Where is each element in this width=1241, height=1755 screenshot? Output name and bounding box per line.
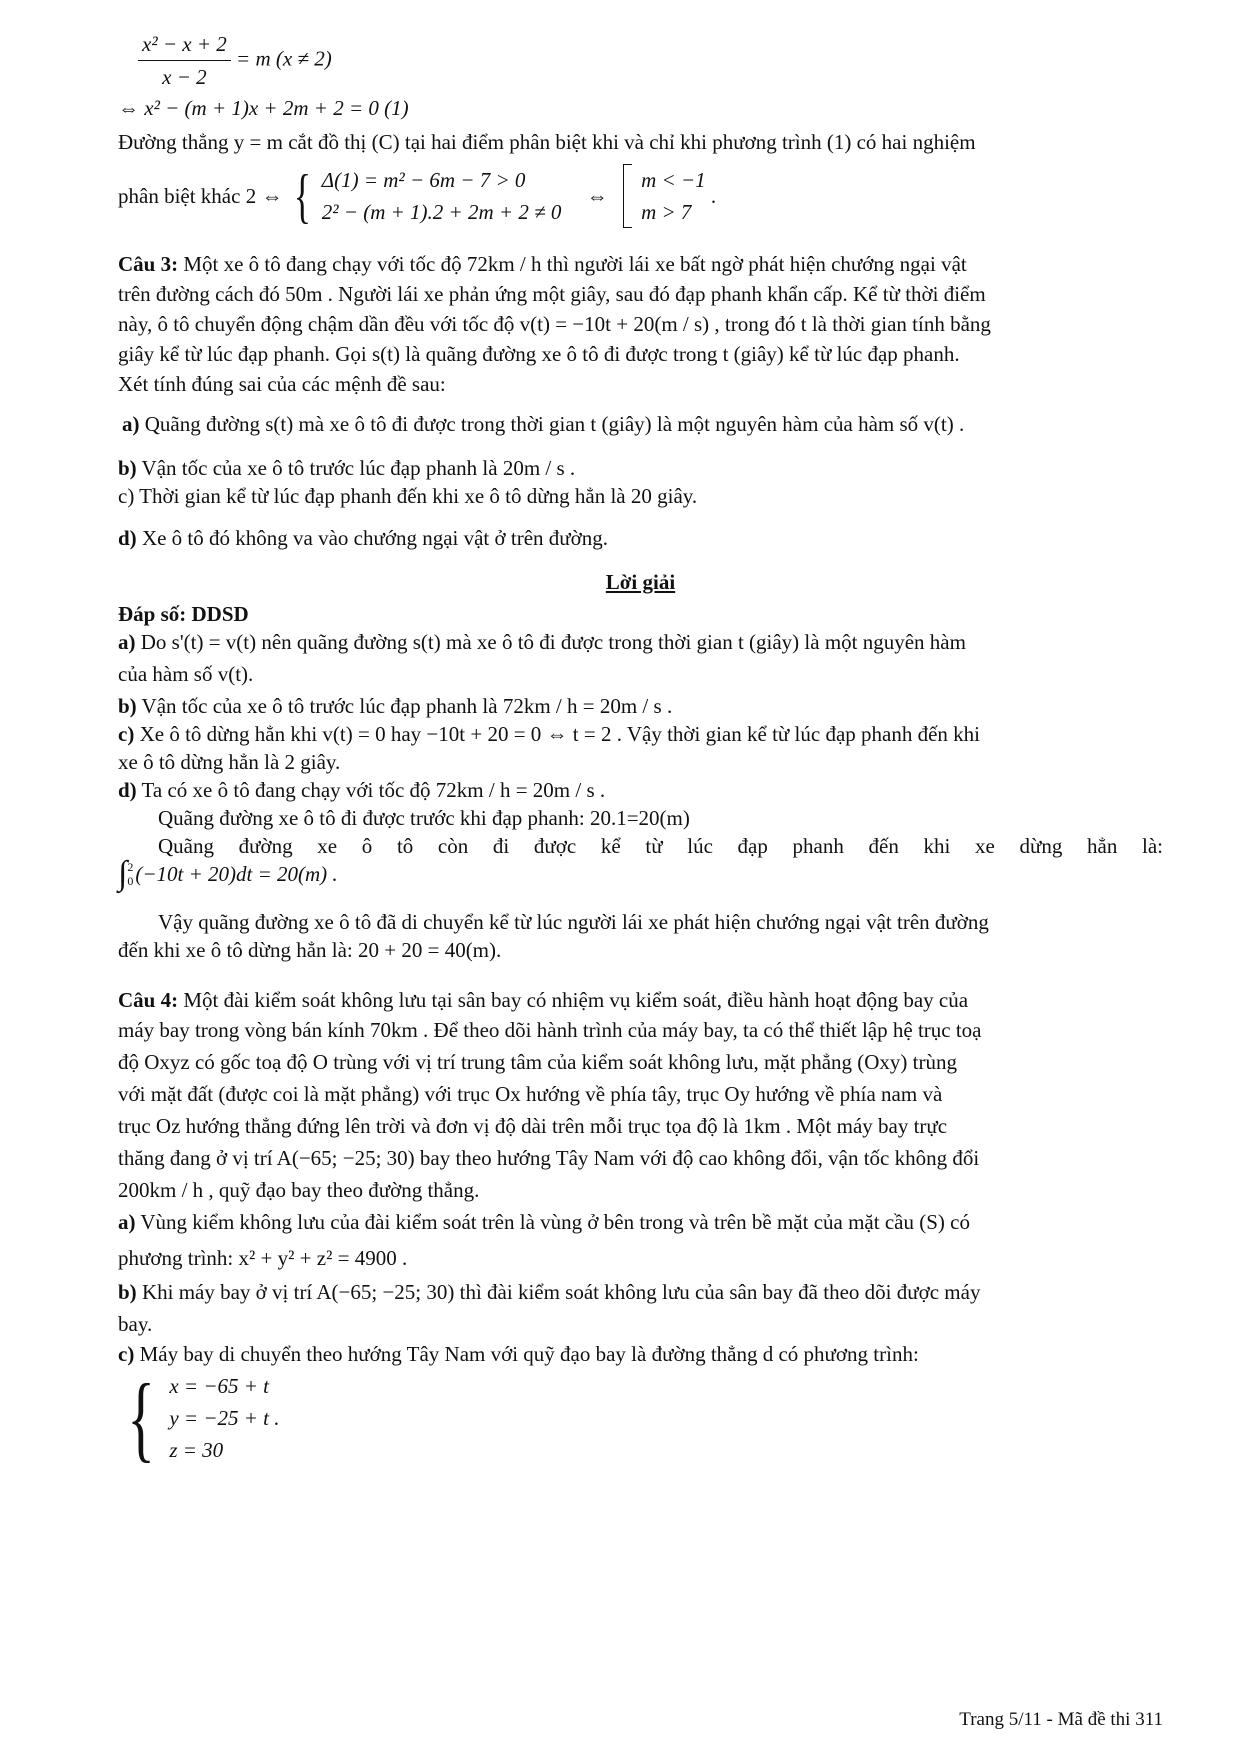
lg-d-line-5: Vậy quãng đường xe ô tô đã di chuyển kể từ lúc người lái xe phát hiện chướng ngại vật trên đường: [158, 910, 989, 934]
cau3-b-text: Vận tốc của xe ô tô trước lúc đạp phanh là 20m / s .: [136, 456, 576, 480]
lg-a-text: Do s'(t) = v(t) nên quãng đường s(t) mà xe ô tô đi được trong thời gian t (giây) là một nguyên hàm: [135, 630, 966, 654]
cau4-c-text: Máy bay di chuyển theo hướng Tây Nam với quỹ đạo bay là đường thẳng d có phương trình:: [134, 1342, 919, 1366]
cau4-c-label: c): [118, 1342, 135, 1366]
cau4-line-5: trục Oz hướng thẳng đứng lên trời và đơn vị độ dài trên mỗi trục tọa độ là 1km . Một máy bay trực: [118, 1114, 948, 1138]
cau4-b-text: Khi máy bay ở vị trí A(−65; −25; 30) thì đài kiểm soát không lưu của sân bay đã theo dõi được máy: [136, 1280, 981, 1304]
cau3-line-4: giây kể từ lúc đạp phanh. Gọi s(t) là quãng đường xe ô tô đi được trong t (giây) kể từ lúc đạp phanh.: [118, 342, 960, 366]
integral-lower: 0: [127, 874, 134, 889]
lg-c-line-1: [118, 720, 1163, 748]
left-brace: {: [293, 163, 311, 229]
lg-c-line-2: xe ô tô dừng hẳn là 2 giây.: [118, 750, 341, 774]
integral-limits: [127, 860, 133, 888]
cau4-system-block: [169, 1370, 279, 1466]
lg-b-label: b): [118, 694, 137, 718]
lg-d-line-2: Quãng đường xe ô tô đi được trước khi đạp phanh: 20.1=20(m): [158, 806, 690, 830]
cau4-label: Câu 4:: [118, 988, 179, 1012]
cau3-b-label: b): [118, 456, 137, 480]
cau4-b-label: b): [118, 1280, 137, 1304]
system-line-1: Δ(1) = m² − 6m − 7 > 0: [321, 168, 526, 192]
fraction-denominator: x − 2: [162, 65, 207, 89]
page-footer: Trang 5/11 - Mã đề thi 311: [959, 1709, 1163, 1730]
lg-d-line-6: đến khi xe ô tô dừng hẳn là: 20 + 20 = 40(m).: [118, 938, 502, 962]
cau3-a-text: Quãng đường s(t) mà xe ô tô đi được trong thời gian t (giây) là một nguyên hàm của hàm số v(t) .: [139, 412, 965, 436]
cau4-text-1: Một đài kiểm soát không lưu tại sân bay có nhiệm vụ kiểm soát, điều hành hoạt động bay của: [178, 988, 969, 1012]
line-duong-thang: Đường thẳng y = m cắt đồ thị (C) tại hai điểm phân biệt khi và chỉ khi phương trình (1) có hai nghiệm: [118, 130, 976, 154]
cau4-line-2: máy bay trong vòng bán kính 70km . Để theo dõi hành trình của máy bay, ta có thể thiết lập hệ trục toạ: [118, 1018, 982, 1042]
lg-c-label: c): [118, 722, 135, 746]
cau4-c-line-1: [118, 1340, 1163, 1368]
lg-d-line-3: Quãng đường xe ô tô còn đi được kể từ lúc đạp phanh đến khi xe dừng hẳn là:: [158, 834, 1163, 858]
cau4-line-7: 200km / h , quỹ đạo bay theo đường thẳng.: [118, 1178, 480, 1202]
cau3-option-a: [122, 410, 1167, 438]
cau3-text-1: Một xe ô tô đang chạy với tốc độ 72km / h thì người lái xe bất ngờ phát hiện chướng ngại vật: [178, 252, 967, 276]
cau4-system-y: y = −25 + t .: [169, 1406, 280, 1430]
integral-sign: ∫: [118, 855, 128, 893]
fraction-equation: [118, 30, 1163, 90]
equiv-sign: ⇔: [586, 184, 608, 208]
fraction-numerator: x² − x + 2: [138, 30, 231, 61]
lg-b-line: [118, 692, 1163, 720]
loigiai-title: Lời giải: [605, 570, 676, 594]
cau3-line-2: trên đường cách đó 50m . Người lái xe phản ứng một giây, sau đó đạp phanh khẩn cấp. Kể từ thời điểm: [118, 282, 986, 306]
cau4-line-6: thăng đang ở vị trí A(−65; −25; 30) bay theo hướng Tây Nam với độ cao không đổi, vận tốc không đổi: [118, 1146, 980, 1170]
square-bracket: [623, 164, 632, 228]
lg-c-text: Xe ô tô dừng hẳn khi v(t) = 0 hay −10t + 20 = 0 ⇔ t = 2 . Vậy thời gian kể từ lúc đạp phanh đến khi: [134, 722, 980, 746]
condition-system: [118, 164, 1163, 240]
dapso: Đáp số: DDSD: [118, 602, 249, 626]
cau4-system: [118, 1364, 1163, 1480]
cau4-line-3: độ Oxyz có gốc toạ độ O trùng với vị trí trung tâm của kiểm soát không lưu, mặt phẳng (Oxy) trùng: [118, 1050, 957, 1074]
fraction: [138, 30, 231, 91]
lg-a-line-1: [118, 628, 1163, 656]
cau4-a-line-2: phương trình: x² + y² + z² = 4900 .: [118, 1246, 408, 1270]
cau3-d-text: Xe ô tô đó không va vào chướng ngại vật ở trên đường.: [136, 526, 609, 550]
cau3-line-1: [118, 250, 1163, 278]
lg-d-line-1: [118, 776, 1163, 804]
cau3-option-b: [118, 454, 1163, 482]
lg-a-line-2: của hàm số v(t).: [118, 662, 254, 686]
cau4-a-line-1: [118, 1208, 1163, 1236]
phan-biet-prefix: phân biệt khác 2 ⇔: [118, 184, 283, 208]
lg-d-text: Ta có xe ô tô đang chạy với tốc độ 72km / h = 20m / s .: [136, 778, 606, 802]
result-end: .: [710, 184, 717, 208]
system-block: [322, 164, 562, 228]
lg-d-label: d): [118, 778, 137, 802]
cau4-a-text: Vùng kiểm không lưu của đài kiểm soát trên là vùng ở bên trong và trên bề mặt của mặt cầu (S) có: [135, 1210, 970, 1234]
lg-b-text: Vận tốc của xe ô tô trước lúc đạp phanh là 72km / h = 20m / s .: [136, 694, 673, 718]
lg-a-label: a): [118, 630, 136, 654]
cau4-line-4: với mặt đất (được coi là mặt phẳng) với trục Ox hướng về phía tây, trục Oy hướng về phía nam và: [118, 1082, 943, 1106]
result-block: [641, 164, 706, 228]
result-line-1: m < −1: [641, 168, 706, 192]
system-line-2: 2² − (m + 1).2 + 2m + 2 ≠ 0: [321, 200, 562, 224]
equation-1: ⇔ x² − (m + 1)x + 2m + 2 = 0 (1): [118, 96, 409, 120]
cau3-d-label: d): [118, 526, 137, 550]
result-line-2: m > 7: [641, 200, 692, 224]
cau4-system-brace: {: [127, 1364, 155, 1471]
cau3-option-d: [118, 524, 1163, 552]
loigiai-title-row: [118, 568, 1163, 596]
cau3-line-3: này, ô tô chuyển động chậm dần đều với tốc độ v(t) = −10t + 20(m / s) , trong đó t là thời gian tính bằng: [118, 312, 991, 336]
cau3-line-5: Xét tính đúng sai của các mệnh đề sau:: [118, 372, 446, 396]
cau3-option-c: c) Thời gian kể từ lúc đạp phanh đến khi xe ô tô dừng hẳn là 20 giây.: [118, 484, 698, 508]
cau4-a-label: a): [118, 1210, 136, 1234]
integral-upper: 2: [127, 860, 134, 875]
cau4-system-z: z = 30: [169, 1438, 224, 1462]
cau3-a-label: a): [122, 412, 140, 436]
cau4-b-line-1: [118, 1278, 1163, 1306]
integral-body: (−10t + 20)dt = 20(m) .: [135, 862, 338, 887]
lg-integral: [118, 855, 1163, 900]
cau4-line-1: [118, 986, 1163, 1014]
cau3-label: Câu 3:: [118, 252, 179, 276]
cau4-b-line-2: bay.: [118, 1312, 153, 1336]
cau4-system-x: x = −65 + t: [169, 1374, 269, 1398]
fraction-rhs: = m (x ≠ 2): [236, 46, 332, 71]
